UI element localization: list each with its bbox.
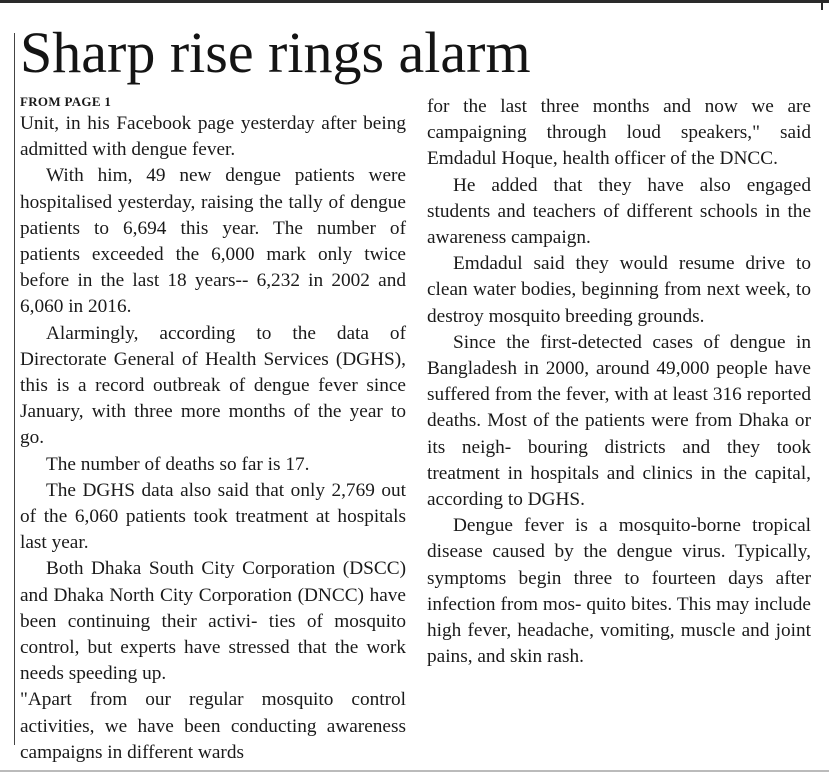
left-column-rule — [14, 33, 15, 745]
top-rule — [0, 0, 829, 3]
paragraph: The DGHS data also said that only 2,769 out of the 6,060 patients took treatment at hospitals last year. — [20, 479, 406, 554]
article-column-right — [427, 94, 811, 670]
paragraph: Unit, in his Facebook page yesterday after being admitted with dengue fever. — [20, 113, 406, 161]
paragraph: He added that they have also engaged students and teachers of different schools in the awareness campaign. — [427, 174, 811, 249]
paragraph: for the last three months and now we are campaigning through loud speakers," said Emdadul Hoque, health officer of the DNCC. — [427, 96, 811, 170]
paragraph: Dengue fever is a mosquito-borne tropical disease caused by the dengue virus. Typically, symptoms begin three to fourteen days after infection from mos- quito bites. This may include high fever, headache, vomiting, muscle and joint pains, and skin rash. — [427, 515, 811, 668]
continuation-kicker: FROM PAGE 1 — [20, 94, 112, 109]
paragraph: The number of deaths so far is 17. — [46, 453, 310, 475]
top-corner-mark — [821, 0, 823, 10]
article-column-left — [20, 94, 406, 766]
paragraph: Emdadul said they would resume drive to clean water bodies, beginning from next week, to destroy mosquito breeding grounds. — [427, 253, 811, 327]
bottom-rule — [0, 770, 829, 772]
paragraph: "Apart from our regular mosquito control activities, we have been conducting awareness campaigns in different wards — [20, 689, 406, 763]
paragraph: Since the first-detected cases of dengue in Bangladesh in 2000, around 49,000 people have suffered from the fever, with at least 316 reported deaths. Most of the patients were from Dhaka or its neigh- bouring districts and they took treatment in hospitals and clinics in the capital, according to DGHS. — [427, 331, 811, 511]
paragraph: Both Dhaka South City Corporation (DSCC) and Dhaka North City Corporation (DNCC) have been continuing their activi- ties of mosquito control, but experts have stressed that the work needs speeding up. — [20, 558, 406, 685]
paragraph: With him, 49 new dengue patients were hospitalised yesterday, raising the tally of dengue patients to 6,694 this year. The number of patients exceeded the 6,000 mark only twice before in the last 18 years-- 6,232 in 2002 and 6,060 in 2016. — [20, 165, 406, 318]
headline: Sharp rise rings alarm — [20, 20, 531, 85]
paragraph: Alarmingly, according to the data of Directorate General of Health Services (DGHS), this is a record outbreak of dengue fever since January, with three more months of the year to go. — [20, 322, 406, 449]
